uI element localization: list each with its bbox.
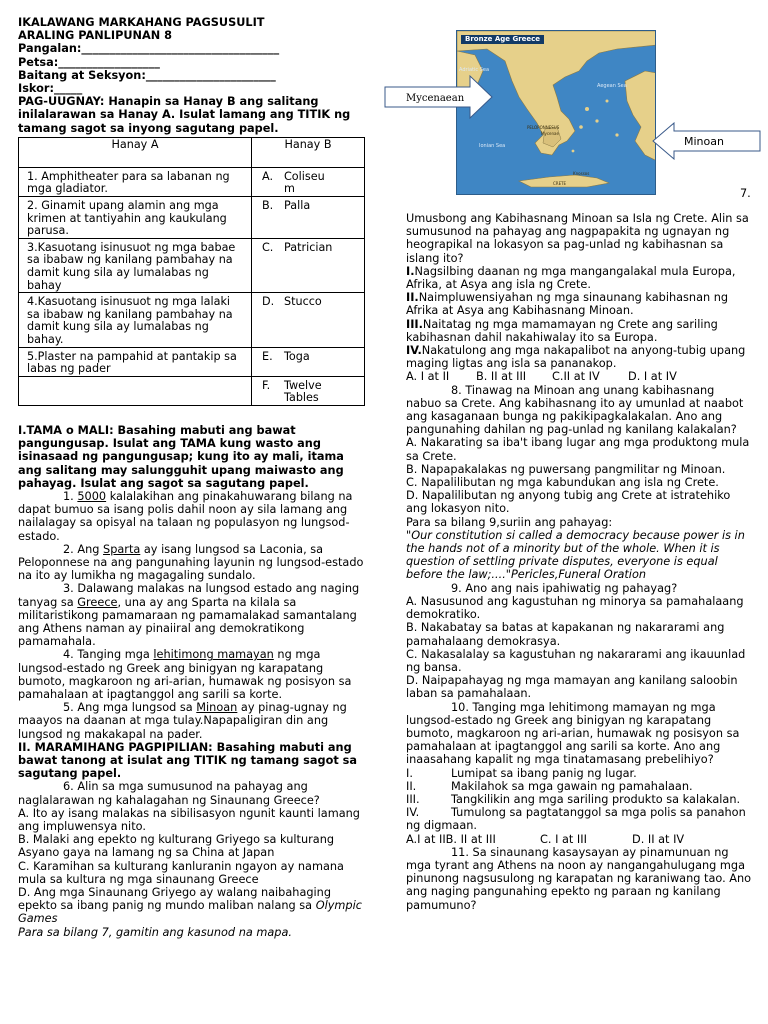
option-letter: A.: [262, 169, 274, 183]
column-a-item: 2. Ginamit upang alamin ang mga krimen at tantiyahin ang kaukulang parusa.: [19, 197, 252, 239]
question-11: 11. Sa sinaunang kasaysayan ay pinamunuan ng mga tyrant ang Athens na noon ay nangangahulugang mga pinunong nagsusulong ng karapatan ng karaniwang tao. Ano ang naging pangunahing epekto ng paraan ng kanilang pamumuno?: [406, 845, 752, 912]
question-10: 10. Tanging mga lehitimong mamayan ng mga lungsod-estado ng Greek ang binigyan ng karapatang bumoto, magkaroon ng ari-arian, humawak ng posisyon sa pamahalaan at ipagtanggol ang sarili sa korte. Ano ang inaasahang kapalit ng mga tinatamasang prebelihiyo?: [406, 700, 740, 767]
option-letter: B.: [262, 199, 274, 213]
item-text: 3. Dalawang malakas na lungsod estado ang naging tanyag sa: [18, 582, 360, 609]
question-6: 6. Alin sa mga sumusunod na pahayag ang naglalarawan ng kahalagahan ng Sinaunang Greece?: [18, 780, 320, 807]
item-text: 1.: [63, 489, 78, 503]
q7-roman-1: [406, 265, 752, 291]
section-field[interactable]: Baitang at Seksyon:_______________________: [18, 68, 276, 82]
question-7: Umusbong ang Kabihasnang Minoan sa Isla ng Crete. Alin sa sumusunod na pahayag ang nagpapakita ng ugnayan ng heograpikal na lokasyon sa pag-unlad ng kabihasnan sa islang ito?: [406, 212, 749, 265]
choice-9b: B. Nakabatay sa batas at kapakanan ng nakararami ang pamahalaang demokrasya.: [406, 621, 725, 648]
choice-8d: D. Napalilibutan ng anyong tubig ang Crete at istratehiko ang lokasyon nito.: [406, 489, 731, 516]
roman-text: Tumulong sa pagtatanggol sa mga polis sa panahon ng digmaan.: [406, 806, 746, 833]
underlined-word: 5000: [77, 489, 107, 503]
name-field[interactable]: Pangalan:___________________________________: [18, 42, 280, 56]
score-field[interactable]: Iskor:_____: [18, 82, 83, 96]
tama-mali-instructions: I.TAMA o MALI: Basahing mabuti ang bawat pangungusap. Isulat ang TAMA kung wasto ang isinasaad ng pangungusap; kung ito ay mali, itama ang salitang may salungguhit upang maiwasto ang pahayag. Isulat ang sagot sa sagutang papel.: [18, 423, 344, 490]
choice-9c: C. Nakasalalay sa kagustuhan ng nakararami ang ikauunlad ng bansa.: [406, 647, 746, 674]
column-a-item: [19, 376, 252, 405]
map-label: CRETE: [553, 181, 567, 186]
option-text: Palla: [284, 199, 311, 213]
tama-mali-item-4: [18, 648, 366, 701]
choice-9a: A. Nasusunod ang kagustuhan ng minorya sa pamahalaang demokratiko.: [406, 594, 744, 622]
roman-numeral: II.: [406, 779, 417, 793]
matching-table: [18, 137, 365, 406]
roman-numeral: IV.: [406, 344, 422, 358]
maramihan-instructions: II. MARAMIHANG PAGPIPILIAN: Basahing mabuti ang bawat tanong at isulat ang TITIK ng tamang sagot sa sagutang papel.: [18, 740, 358, 781]
column-a-item: 5.Plaster na pampahid at pantakip sa labas ng pader: [19, 347, 252, 376]
option-letter: D.: [262, 295, 275, 309]
roman-numeral: III.: [406, 792, 420, 806]
underlined-word: Greece: [77, 595, 118, 609]
column-a-item: 1. Amphitheater para sa labanan ng mga gladiator.: [19, 167, 252, 196]
pag-uugnay-instructions: PAG-UUGNAY: Hanapin sa Hanay B ang salitang inilalarawan sa Hanay A. Isulat lamang ang TITIK ng tamang sagot sa inyong sagutang papel.: [18, 95, 351, 135]
underlined-word: Minoan: [196, 701, 238, 715]
q7-choices: [406, 370, 752, 383]
choice: A. I at II: [406, 370, 450, 384]
left-column: [18, 16, 366, 939]
table-row: [19, 197, 365, 239]
q10-roman-3: [406, 793, 752, 806]
q10-roman-4: [406, 806, 752, 832]
choice-6d: [18, 886, 366, 926]
option-text: Toga: [284, 349, 310, 363]
exam-title: IKALAWANG MARKAHANG PAGSUSULIT: [18, 16, 265, 29]
roman-text: Tangkilikin ang mga sariling produkto sa kalakalan.: [451, 792, 741, 806]
date-field[interactable]: Petsa:__________________: [18, 55, 160, 69]
q10-choices: [406, 833, 752, 846]
roman-text: Naimpluwensiyahan ng mga sinaunang kabihasnan ng Afrika at Asya ang Kabihasnang Minoan.: [406, 291, 729, 318]
choice: D. II at IV: [632, 832, 685, 846]
subject-title: ARALING PANLIPUNAN 8: [18, 29, 172, 43]
table-row: [19, 347, 365, 376]
item-text: 2. Ang: [63, 542, 104, 556]
choice-text: D. Ang mga Sinaunang Griyego ay walang naibahaging epekto sa ibang panig ng mundo maliban nalang sa: [18, 886, 332, 913]
tama-mali-item-5: [18, 701, 366, 741]
column-b-header: Hanay B: [252, 137, 365, 167]
map-label: Aegean Sea: [597, 83, 627, 89]
q7-roman-4: [406, 344, 752, 370]
q7-roman-3: [406, 318, 752, 344]
column-a-item: 4.Kasuotang isinusuot ng mga lalaki sa ibabaw ng kanilang pambahay na damit kung sila ay lumalabas ng bahay.: [19, 293, 252, 347]
minoan-label: Minoan: [684, 135, 724, 148]
choice-8b: B. Napapakalakas ng puwersang pangmilitar ng Minoan.: [406, 462, 726, 476]
tama-mali-item-3: [18, 582, 366, 648]
choice-6a: A. Ito ay isang malakas na sibilisasyon ngunit kaunti lamang ang impluwensya nito.: [18, 806, 360, 834]
choice: C.II at IV: [552, 370, 600, 384]
option-letter: F.: [262, 378, 271, 392]
option-text: Coliseum: [284, 169, 325, 196]
column-a-header: Hanay A: [19, 137, 252, 167]
item-text: ay isang lungsod sa Laconia, sa Peloponnese na ang pangunahing layunin ng lungsod-estado na ito ay lumikha ng magagaling sundalo.: [18, 542, 364, 583]
item-text: ay pinag-ugnay ng maayos na daanan at mga tulay.Napapaligiran din ang lungsod ng makakapal na pader.: [18, 701, 347, 741]
item-text: kalalakihan ang pinakahuwarang bilang na dapat bumuo sa isang polis dahil noon ay sila lamang ang nailalagay sa opisyal na talaan ng populasyon ng lungsod-estado.: [18, 489, 353, 543]
underlined-word: lehitimong mamayan: [153, 648, 274, 662]
mycenaean-label: Mycenaean: [406, 93, 465, 104]
map-label: Knossos: [573, 171, 590, 176]
map-note: Para sa bilang 7, gamitin ang kasunod na mapa.: [18, 925, 292, 939]
item-text: 4. Tanging mga: [63, 648, 154, 662]
underlined-word: Sparta: [103, 542, 141, 556]
choice: B. II at III: [476, 370, 527, 384]
column-a-item: 3.Kasuotang isinusuot ng mga babae sa ibabaw ng kanilang pambahay na damit kung sila ay lumalabas ng bahay: [19, 238, 252, 292]
roman-text: Naitatag ng mga mamamayan ng Crete ang sariling kabihasnan dahil nakahiwalay ito sa Europa.: [406, 317, 718, 344]
roman-numeral: IV.: [406, 806, 420, 820]
question-7-number: 7.: [740, 187, 751, 200]
roman-numeral: II.: [406, 291, 419, 305]
item-text: ng mga lungsod-estado ng Greek ang binigyan ng karapatang bumoto, magkaroon ng ari-arian, humawak ng posisyon sa pamahalaan at ipagtanggol ang sarili sa korte.: [18, 648, 352, 701]
map-title: Bronze Age Greece: [461, 35, 544, 44]
roman-numeral: III.: [406, 317, 423, 331]
option-text: Patrician: [284, 240, 333, 254]
map-label: Mycenae: [541, 131, 559, 136]
choice-6c: C. Karamihan sa kulturang kanluranin ngayon ay namana mula sa kultura ng mga sinaunang Greece: [18, 859, 344, 886]
roman-text: Nakatulong ang mga nakapalibot na anyong-tubig upang maging ligtas ang isla sa pananakop.: [406, 344, 746, 371]
q7-roman-2: [406, 291, 752, 317]
q9-note: Para sa bilang 9,suriin ang pahayag:: [406, 515, 613, 529]
roman-text: Makilahok sa mga gawain ng pamahalaan.: [451, 779, 693, 793]
option-text: Twelve Tables: [284, 378, 322, 405]
map-label: PELOPONNESUS: [527, 125, 560, 130]
option-letter: C.: [262, 240, 274, 254]
roman-numeral: I.: [406, 766, 413, 780]
right-column: [406, 212, 752, 912]
map-label: Adriatic Sea: [459, 67, 490, 73]
q10-roman-1: [406, 767, 752, 780]
pericles-quote: "Our constitution si called a democracy because power is in the hands not of a minority but of the whole. When it is question of settling private disputes, everyone is equal before the law;...."Pericles,Funeral Oration: [406, 528, 745, 582]
item-text: , una ay ang Sparta na kilala sa militaristikong pamamaraan ng pamamalakad samantalang ang Athens naman ay pinaiiral ang demokratikong pamamahala.: [18, 595, 357, 649]
tama-mali-item-1: [18, 490, 366, 543]
roman-text: Lumipat sa ibang panig ng lugar.: [451, 766, 637, 780]
choice: A.I at IIB. II at III: [406, 832, 496, 846]
choice-9d: D. Naipapahayag ng mga mamayan ang kanilang saloobin laban sa pamahalaan.: [406, 674, 738, 701]
choice: D. I at IV: [628, 370, 677, 384]
roman-text: Nagsilbing daanan ng mga mangangalakal mula Europa, Afrika, at Asya ang isla ng Crete.: [406, 264, 736, 292]
option-letter: E.: [262, 349, 273, 363]
question-8: 8. Tinawag na Minoan ang unang kabihasnang nabuo sa Crete. Ang kabihasnang ito ay umunlad at naabot ang kasaganaan bunga ng pakikipagkalakalan. Ano ang pangunahing dahilan ng pag-unlad ng kanilang kalakalan?: [406, 383, 744, 437]
q10-roman-2: [406, 780, 752, 793]
question-9: 9. Ano ang nais ipahiwatig ng pahayag?: [451, 581, 678, 595]
tama-mali-item-2: [18, 543, 366, 583]
table-row: [19, 376, 365, 405]
choice-6b: B. Malaki ang epekto ng kulturang Griyego sa kulturang Asyano gaya na lamang ng sa China at Japan: [18, 833, 335, 860]
item-text: 5. Ang mga lungsod sa: [63, 701, 197, 715]
table-row: [19, 293, 365, 347]
map-label: Ionian Sea: [479, 143, 506, 149]
choice-8c: C. Napalilibutan ng mga kabundukan ang isla ng Crete.: [406, 476, 719, 490]
roman-numeral: I.: [406, 264, 415, 278]
choice-8a: A. Nakarating sa iba't ibang lugar ang mga produktong mula sa Crete.: [406, 436, 750, 463]
table-row: [19, 167, 365, 196]
table-row: [19, 238, 365, 292]
choice: C. I at III: [540, 832, 587, 846]
choice-italic-text: Olympic Games: [18, 899, 362, 926]
option-text: Stucco: [284, 295, 322, 309]
